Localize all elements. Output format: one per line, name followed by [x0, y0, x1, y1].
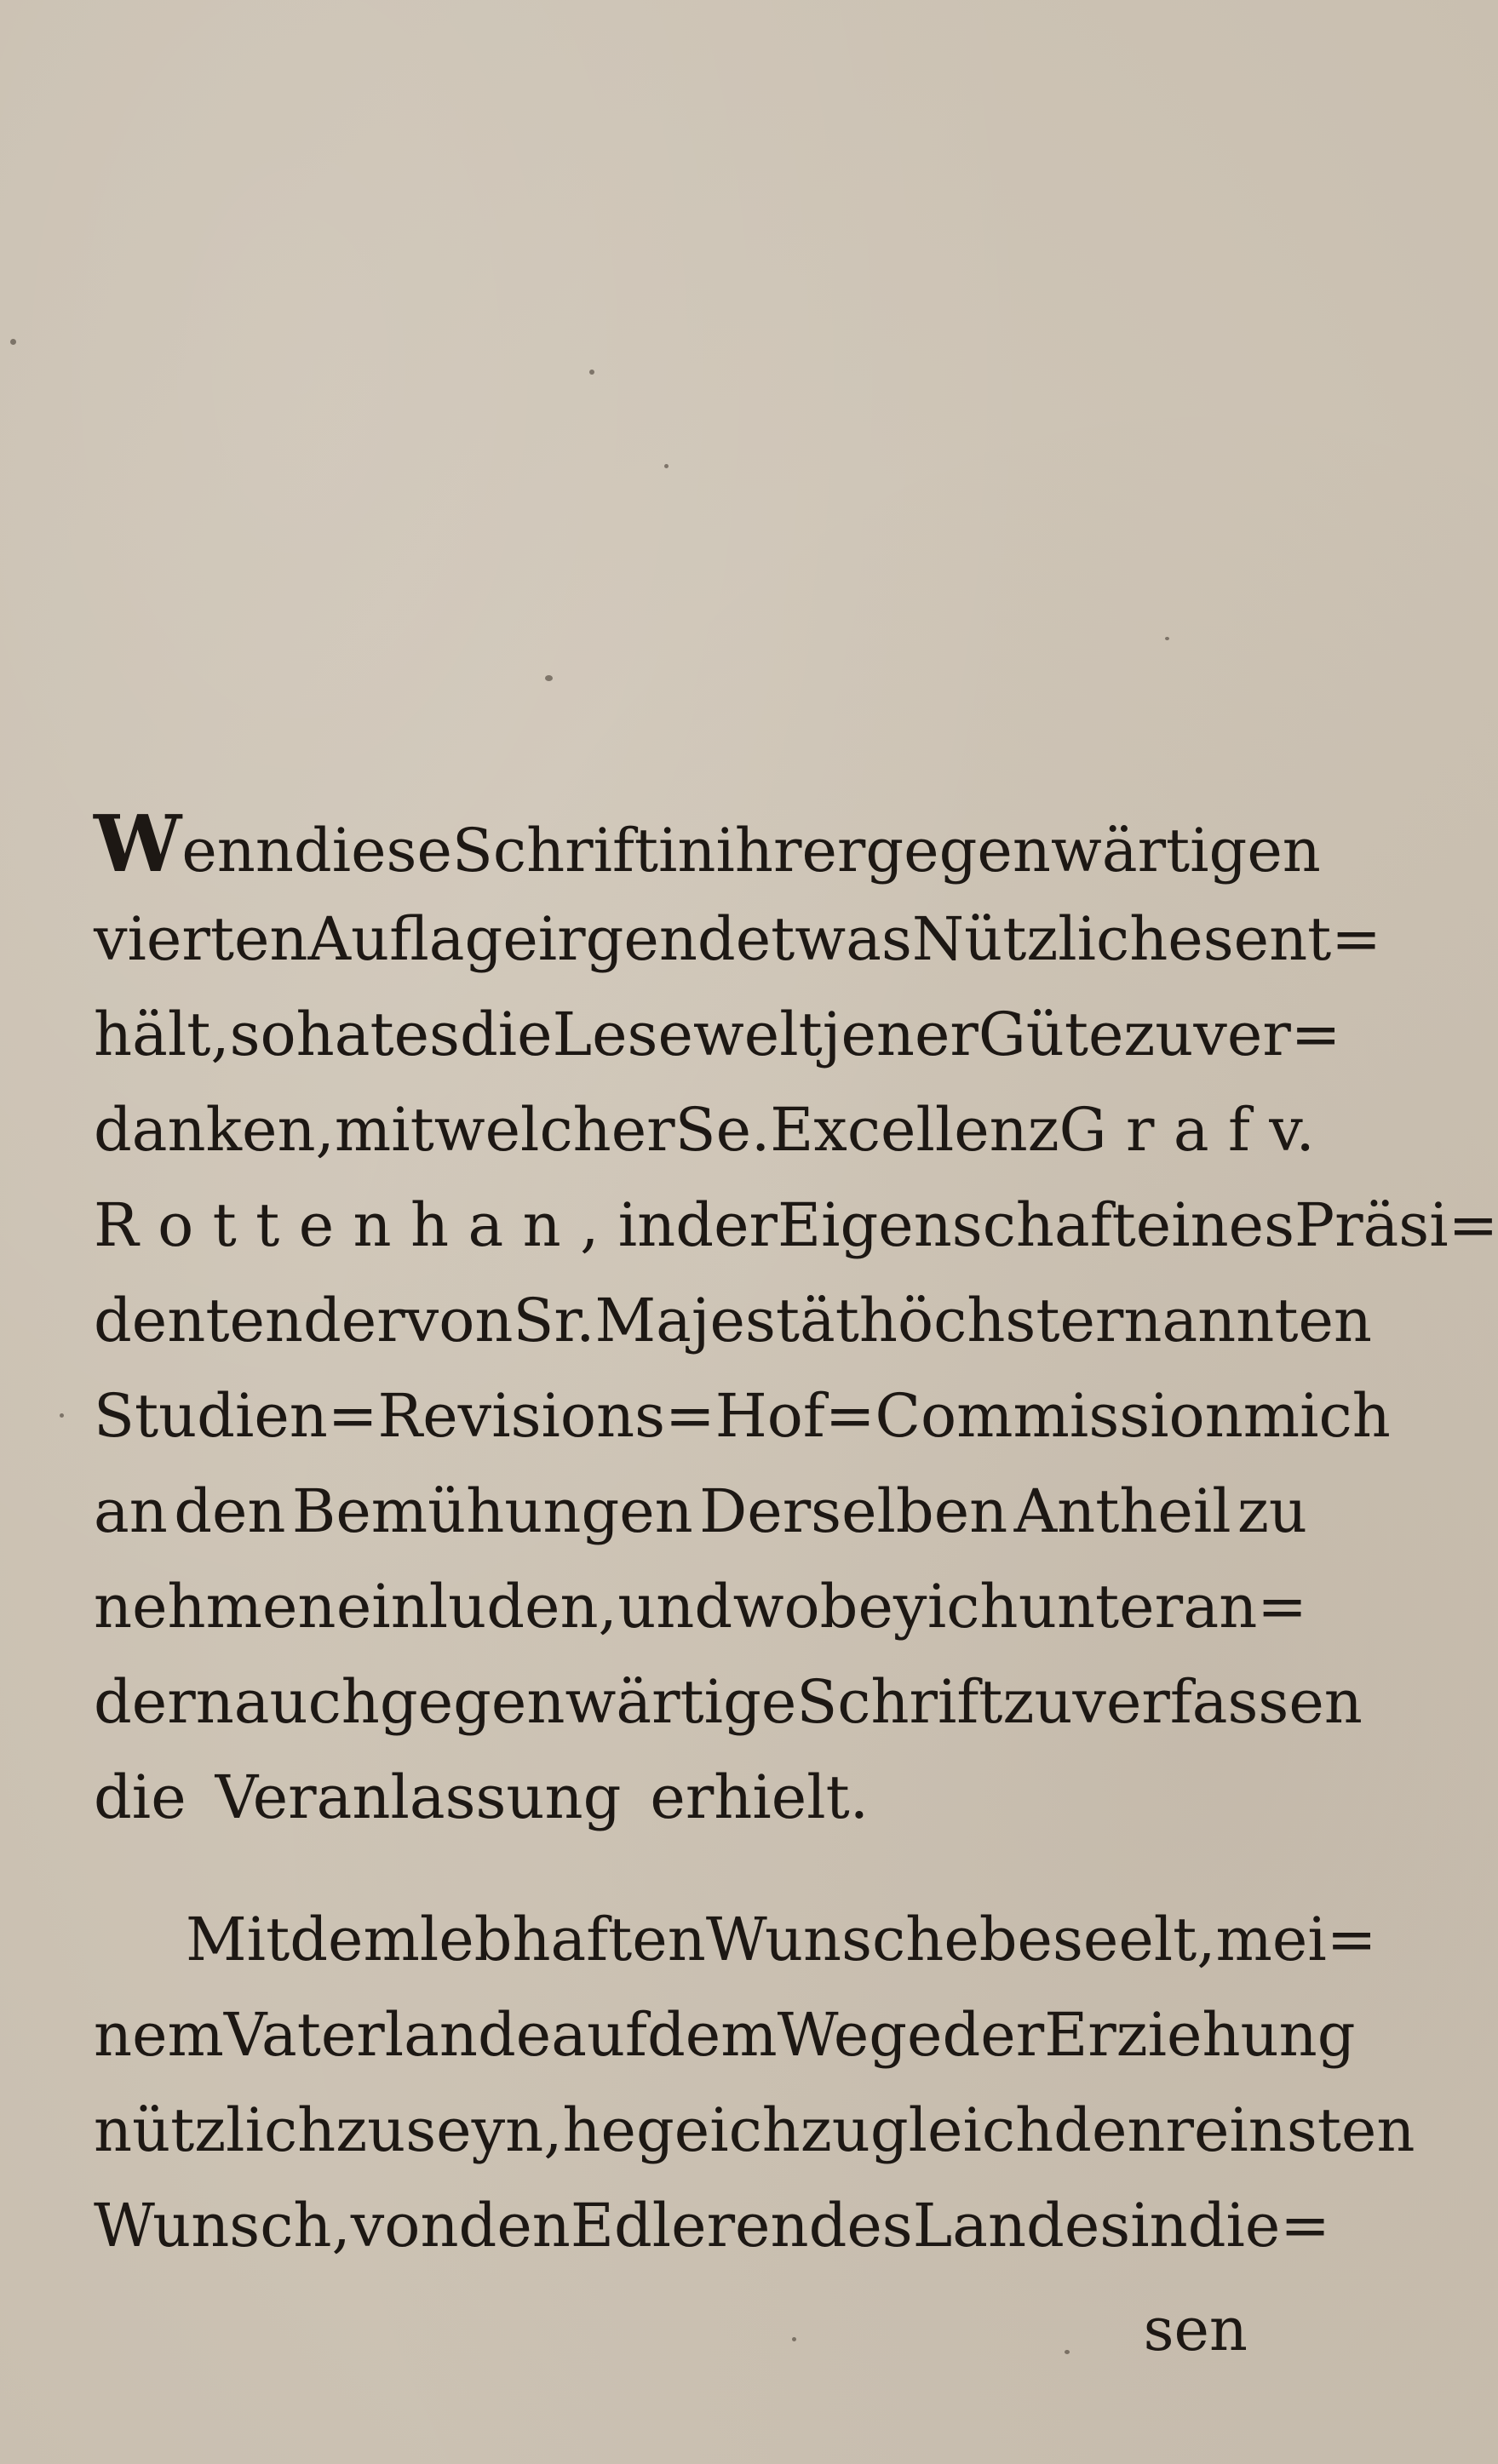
word: zu — [1123, 1000, 1194, 1069]
word: nem — [94, 2000, 224, 2070]
word: seyn, — [405, 2095, 563, 2165]
word: irgend — [537, 904, 736, 974]
word: Sr. — [513, 1286, 595, 1355]
word: von — [350, 2191, 459, 2261]
text-line — [94, 1082, 1315, 1178]
word: Präsi= — [1294, 1190, 1498, 1260]
word: Hof= — [715, 1381, 875, 1451]
word: hält, — [94, 1000, 230, 1069]
paper-speck — [60, 1413, 64, 1418]
word: Eigenschaft — [777, 1190, 1136, 1260]
word: so — [229, 1000, 296, 1069]
word: die= — [1187, 2191, 1330, 2261]
word: vierten — [94, 904, 308, 974]
word: ihrer — [715, 816, 866, 885]
paper-speck — [545, 675, 553, 681]
word: Veranlassung — [215, 1762, 622, 1832]
text-line — [94, 1987, 1356, 2083]
word: Antheil — [1013, 1476, 1231, 1546]
word: jener — [822, 1000, 979, 1069]
word: Auflage — [307, 904, 538, 974]
word: welcher — [433, 1095, 675, 1165]
word: dem — [290, 1905, 420, 1974]
word: Nützliches — [911, 904, 1234, 974]
paper-speck — [1065, 2350, 1070, 2354]
word: hat — [296, 1000, 394, 1069]
word: Wunsch, — [94, 2191, 351, 2261]
word: Graf — [1059, 1095, 1270, 1165]
word: Edleren — [570, 2191, 809, 2261]
word: ich — [927, 1572, 1019, 1642]
word: Wege — [777, 2000, 943, 2070]
word: es — [393, 1000, 460, 1069]
text-line — [94, 1654, 1363, 1750]
initial-letter: W — [94, 798, 182, 890]
word: ver= — [1193, 1000, 1341, 1069]
word: in — [617, 1190, 676, 1260]
word: und — [617, 1572, 733, 1642]
text-line — [94, 1750, 1307, 1845]
word: Schrift — [796, 1667, 1003, 1737]
text-line — [94, 2178, 1330, 2273]
word: in — [658, 816, 716, 885]
word: nützlich — [94, 2095, 336, 2165]
word: Rottenhan, — [94, 1190, 618, 1260]
word: ich — [709, 2095, 801, 2165]
text-line — [94, 1368, 1391, 1464]
word: Schrift — [451, 816, 659, 885]
word: Wenn — [94, 798, 294, 890]
text-line — [94, 987, 1341, 1082]
text-line — [94, 1273, 1372, 1368]
paragraph-wish — [94, 1892, 1415, 2273]
word: an= — [1183, 1572, 1307, 1642]
word: wobey — [732, 1572, 927, 1642]
word: mei= — [1215, 1905, 1377, 1974]
text-line — [94, 1892, 1377, 1987]
word: v. — [1269, 1095, 1315, 1165]
word: diese — [293, 816, 452, 885]
word: zu — [1002, 1667, 1073, 1737]
text-line — [94, 1559, 1307, 1654]
text-line — [94, 1464, 1307, 1559]
word: Derselben — [699, 1476, 1008, 1546]
word: zu — [336, 2095, 406, 2165]
word: der — [675, 1190, 778, 1260]
word: an — [94, 1476, 168, 1546]
word: den — [458, 2191, 571, 2261]
word: Wunsche — [705, 1905, 979, 1974]
word: danken, — [94, 1095, 335, 1165]
paper-speck — [792, 2337, 796, 2341]
word: Se. — [674, 1095, 771, 1165]
word: denten — [94, 1286, 303, 1355]
word: Commission — [875, 1381, 1243, 1451]
paper-speck — [664, 464, 669, 468]
word: in — [1130, 2191, 1188, 2261]
text-line — [94, 2083, 1415, 2178]
word: zu — [1237, 1476, 1307, 1546]
text-line — [94, 891, 1381, 987]
word: Majestät — [594, 1286, 859, 1355]
catchword: sen — [1143, 2295, 1248, 2364]
word: von — [405, 1286, 514, 1355]
word: ent= — [1233, 904, 1381, 974]
word: des — [808, 2191, 913, 2261]
word: dern — [94, 1667, 234, 1737]
word: auf — [551, 2000, 647, 2070]
word: der — [302, 1286, 405, 1355]
word: unter — [1018, 1572, 1184, 1642]
word: gegenwärtigen — [865, 816, 1321, 885]
text-line — [94, 1178, 1498, 1273]
word: hege — [562, 2095, 710, 2165]
word: verfassen — [1072, 1667, 1363, 1737]
word: reinsten — [1165, 2095, 1415, 2165]
word: beseelt, — [979, 1905, 1216, 1974]
word: eines — [1135, 1190, 1295, 1260]
paper-speck — [1165, 637, 1169, 640]
word: Landes — [912, 2191, 1131, 2261]
word: Bemühungen — [291, 1476, 693, 1546]
paragraph-dedication — [94, 796, 1498, 1845]
word: mich — [1243, 1381, 1391, 1451]
paper-speck — [10, 339, 16, 345]
paper-speck — [589, 370, 594, 375]
word: mit — [334, 1095, 434, 1165]
word: Revisions= — [377, 1381, 715, 1451]
word: zugleich — [800, 2095, 1054, 2165]
word: die — [94, 1762, 187, 1832]
word: etwas — [735, 904, 912, 974]
word: Mit — [186, 1905, 290, 1974]
text-line — [94, 796, 1321, 891]
word: gegenwärtige — [379, 1667, 797, 1737]
word: nehmen — [94, 1572, 336, 1642]
word: Lesewelt — [552, 1000, 823, 1069]
word: Studien= — [94, 1381, 378, 1451]
word: einluden, — [336, 1572, 617, 1642]
word: den — [1053, 2095, 1166, 2165]
word: Güte — [978, 1000, 1124, 1069]
word: die — [459, 1000, 553, 1069]
word: den — [174, 1476, 286, 1546]
word: lebhaften — [419, 1905, 706, 1974]
word: Excellenz — [770, 1095, 1059, 1165]
word: höchsternannten — [858, 1286, 1372, 1355]
word: dem — [646, 2000, 778, 2070]
word: Vaterlande — [223, 2000, 552, 2070]
word: auch — [233, 1667, 380, 1737]
word: Erziehung — [1044, 2000, 1356, 2070]
word: erhielt. — [650, 1762, 869, 1832]
word: der — [942, 2000, 1045, 2070]
